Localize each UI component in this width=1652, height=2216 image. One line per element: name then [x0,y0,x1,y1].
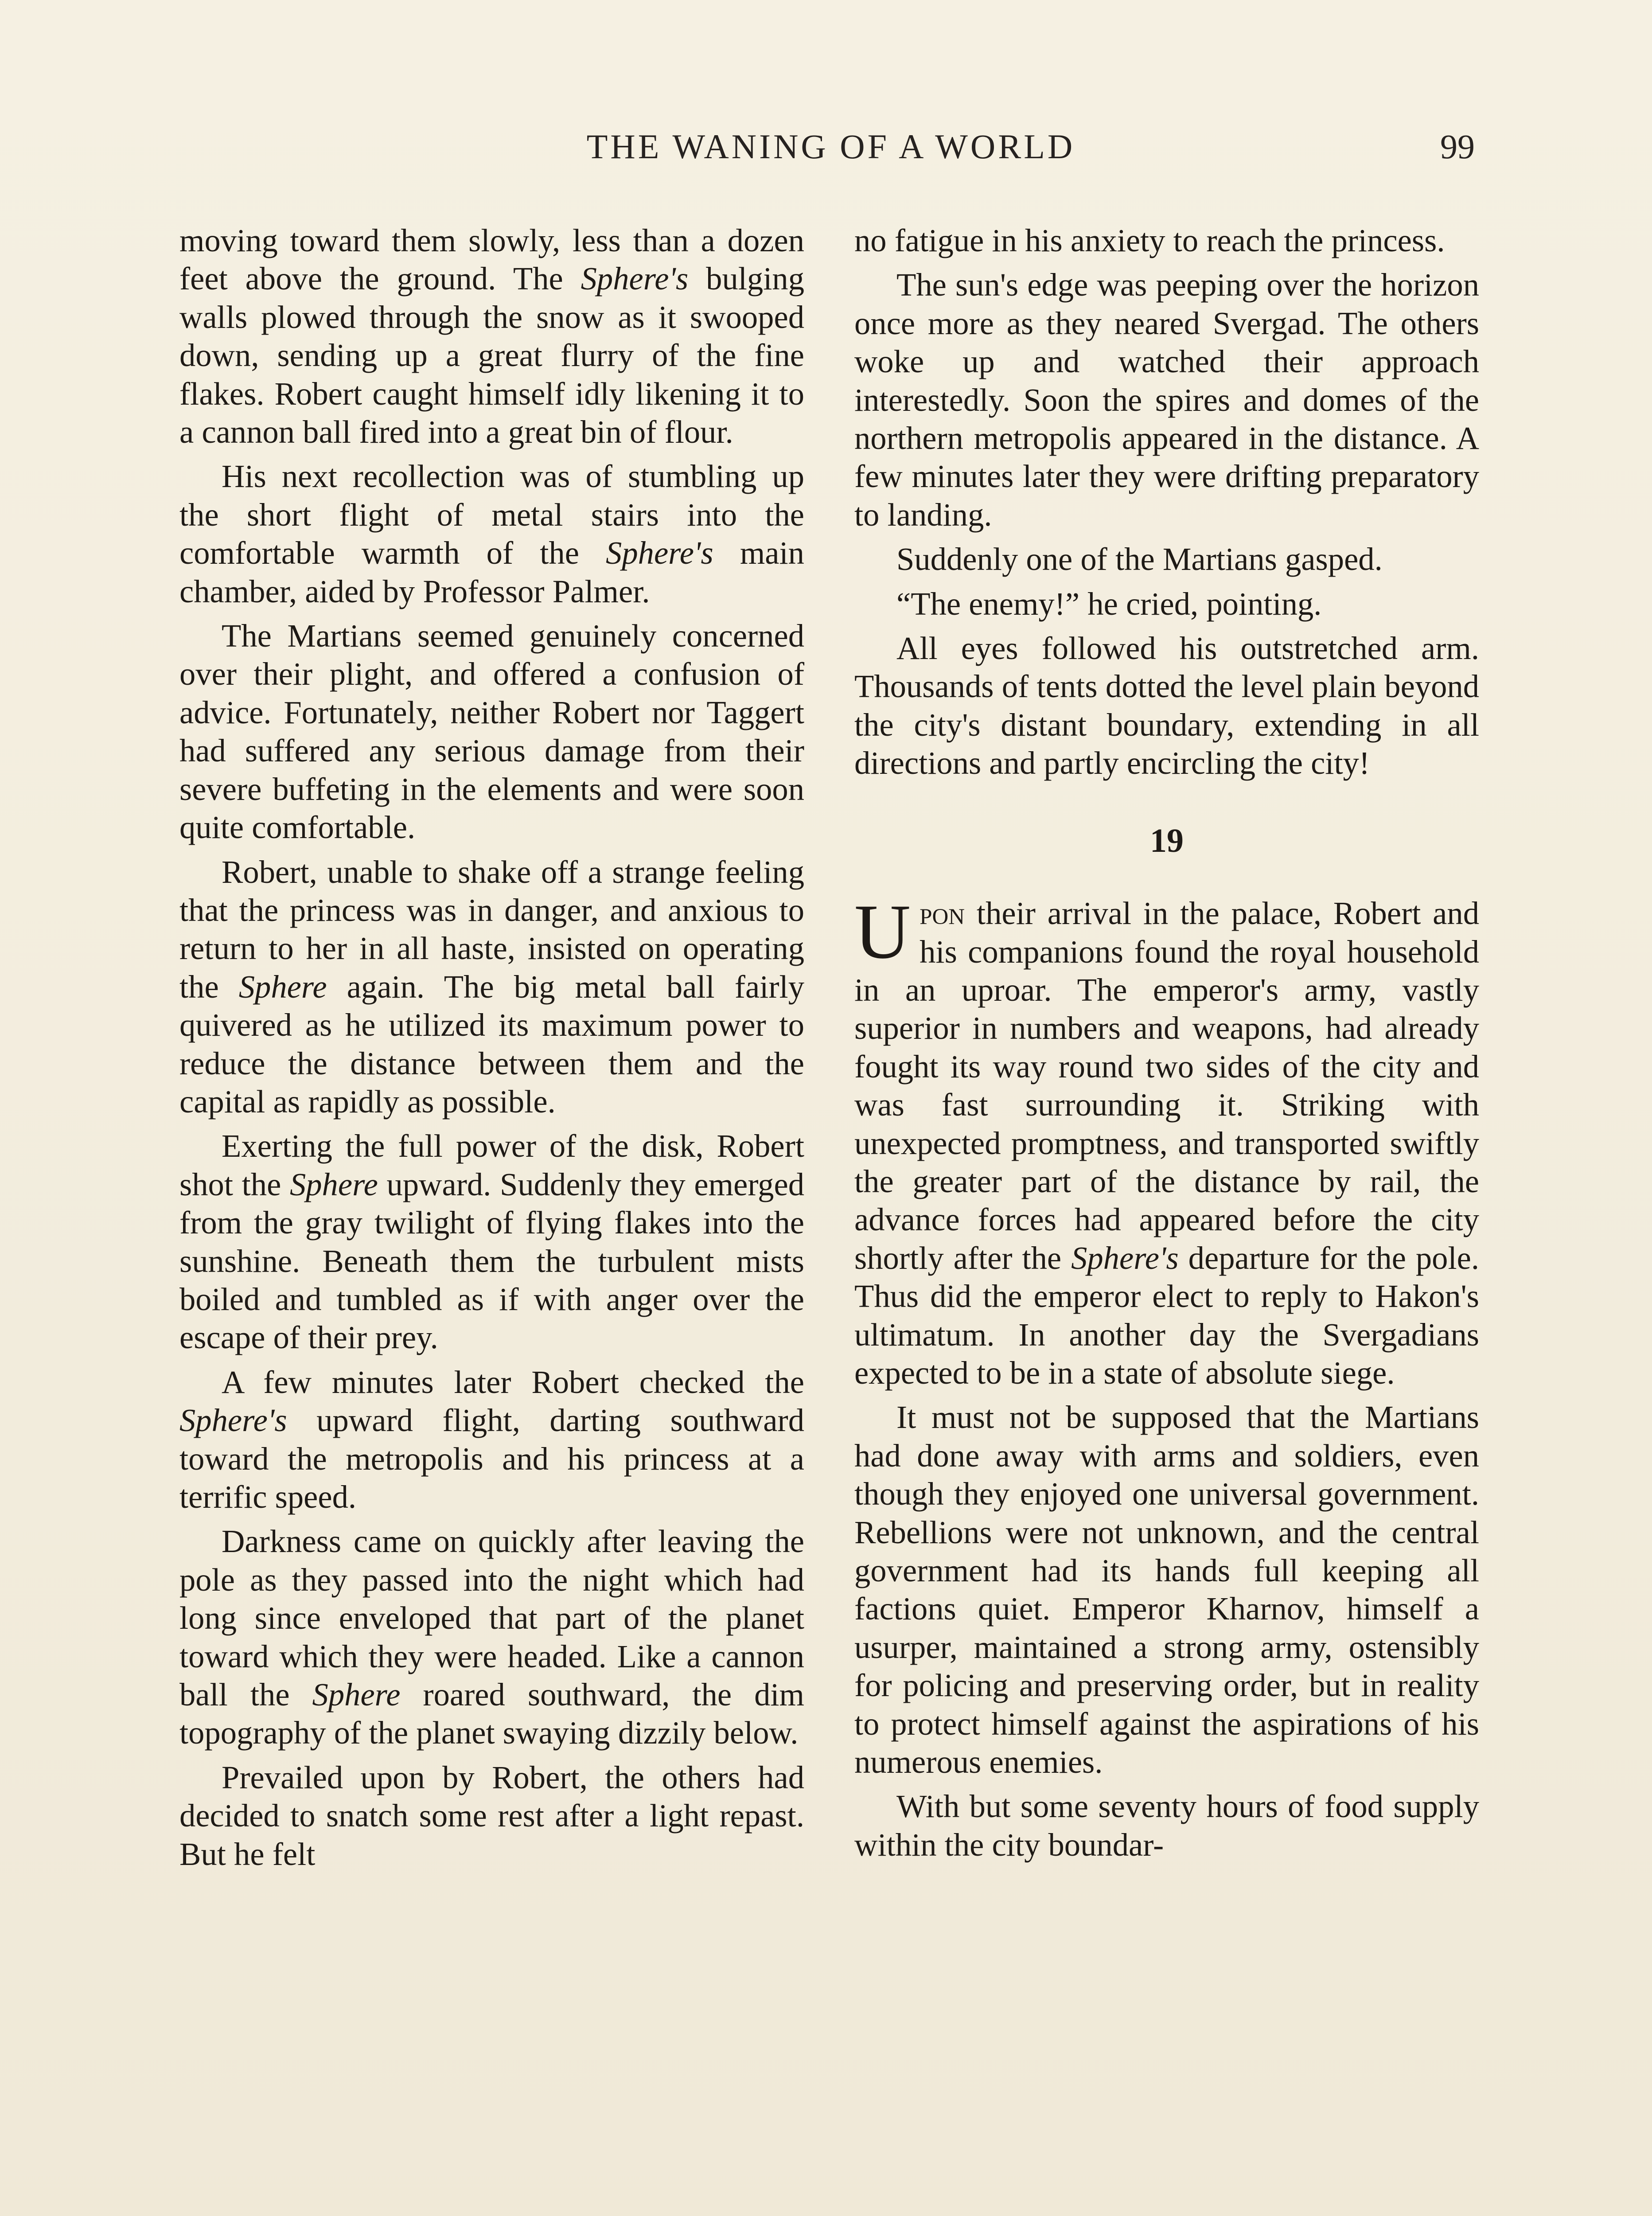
paragraph: moving toward them slowly, less than a dozen feet above the ground. The Sphere's bulging walls plowed through the snow as it swooped down, sending up a great flurry of the fine flakes. Robert caught himself idly likening it to a cannon ball fired into a great bin of flour. [179,222,804,450]
paragraph: “The enemy!” he cried, pointing. [896,585,1322,622]
right-column [854,222,1479,1870]
paragraph: The Martians seemed genuinely concerned over their plight, and offered a confusion of advice. Fortunately, neither Robert nor Taggert had suffered any serious damage from their severe buffeting in the elements and were soon quite comfortable. [179,618,804,846]
paragraph: Darkness came on quickly after leaving the pole as they passed into the night which had long since enveloped that part of the planet toward which they were headed. Like a cannon ball the Sphere roared southward, the dim topography of the planet swaying dizzily below. [179,1523,805,1751]
paragraph: A few minutes later Robert checked the Sphere's upward flight, darting southward toward the metropolis and his princess at a terrific speed. [179,1364,804,1515]
paragraph: All eyes followed his outstretched arm. Thousands of tents dotted the level plain beyond the city's distant boundary, extending in all directions and partly encircling the city! [854,630,1479,781]
paragraph: Robert, unable to shake off a strange feeling that the princess was in danger, and anxious to return to her in all haste, insisted on operating the Sphere again. The big metal ball fairly quivered as he utilized its maximum power to reduce the distance between them and the capital as rapidly as possible. [179,854,804,1120]
paragraph: Prevailed upon by Robert, the others had decided to snatch some rest after a light repast. But he felt [179,1759,804,1872]
paragraph: It must not be supposed that the Martians had done away with arms and soldiers, even though they enjoyed one universal government. Rebellions were not unknown, and the central government had its hands full keeping all factions quiet. Emperor Kharnov, himself a usurper, maintained a strong army, ostensibly for policing and preserving order, but in reality to protect himself against the aspirations of his numerous enemies. [854,1399,1479,1780]
drop-cap: U [854,889,911,975]
chapter-number: 19 [1150,822,1184,859]
paragraph: no fatigue in his anxiety to reach the princess. [854,222,1445,258]
paragraph: Upon their arrival in the palace, Robert and his companions found the royal household in an uproar. The emperor's army, vastly superior in numbers and weapons, had already fought its way round two sides of the city and was fast surrounding it. Striking with unexpected promptness, and transported swiftly the greater part of the distance by rail, the advance forces had appeared before the city shortly after the Sphere's departure for the pole. Thus did the emperor elect to reply to Hakon's ultimatum. In another day the Svergadians expected to be in a state of absolute siege. [854,889,1479,1391]
paragraph: The sun's edge was peeping over the horizon once more as they neared Svergad. The others woke up and watched their approach interestedly. Soon the spires and domes of the northern metropolis appeared in the distance. A few minutes later they were drifting preparatory to landing. [854,267,1479,533]
paragraph: With but some seventy hours of food supply within the city boundar- [854,1788,1479,1863]
paragraph: Exerting the full power of the disk, Robert shot the Sphere upward. Suddenly they emerged from the gray twilight of flying flakes into the sunshine. Beneath them the turbulent mists boiled and tumbled as if with anger over the escape of their prey. [179,1128,804,1356]
left-column [179,222,804,1880]
running-title: THE WANING OF A WORLD [586,127,1075,166]
paragraph: His next recollection was of stumbling up the short flight of metal stairs into the comfortable warmth of the Sphere's main chamber, aided by Professor Palmer. [179,458,804,609]
page-number: 99 [1440,127,1475,166]
paragraph: Suddenly one of the Martians gasped. [896,541,1383,577]
